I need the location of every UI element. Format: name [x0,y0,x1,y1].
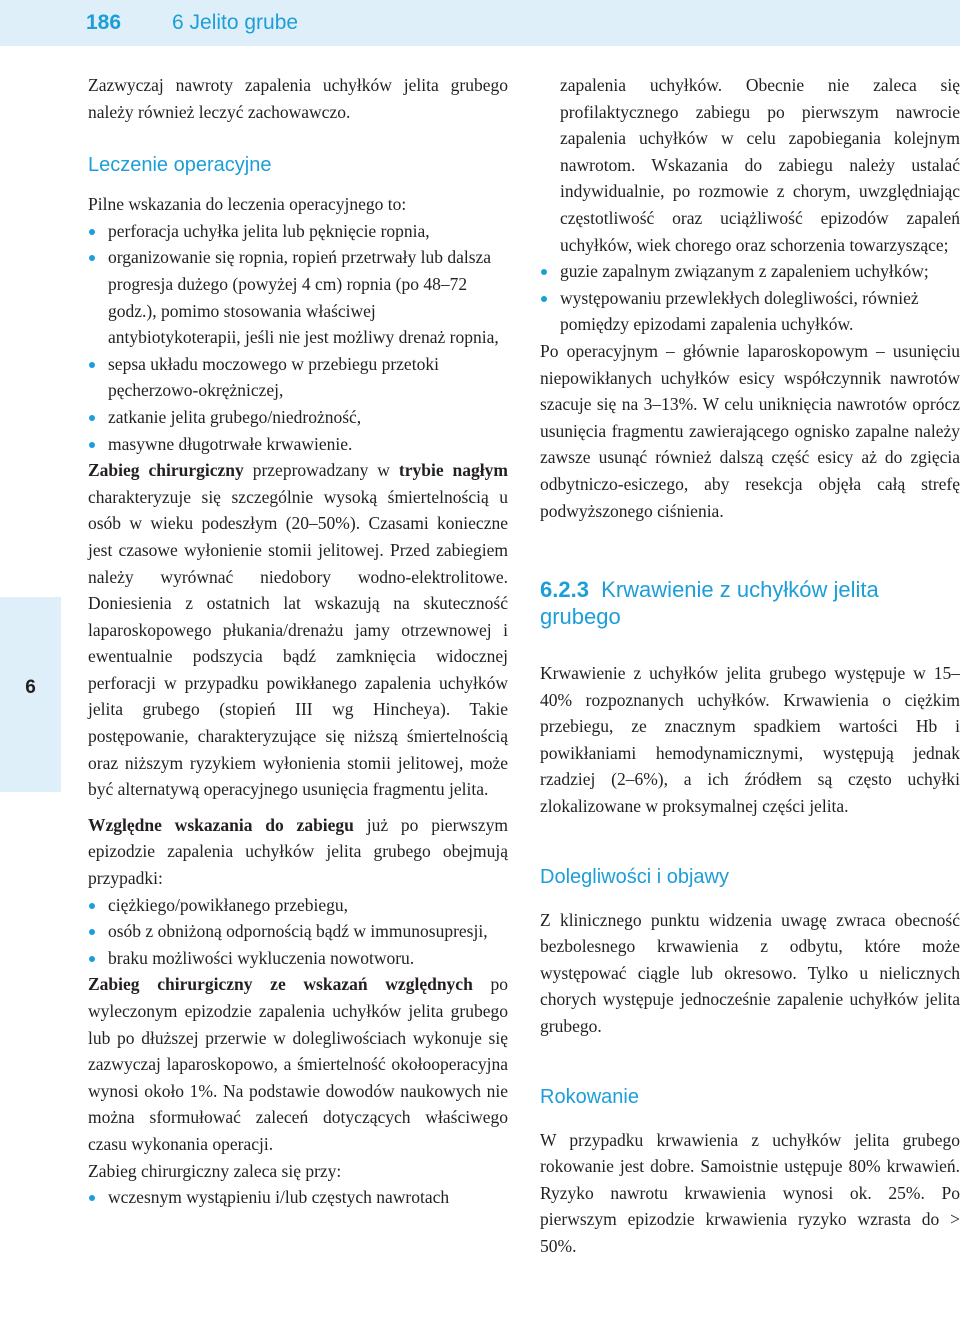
chapter-tab-number: 6 [25,677,36,698]
section-number: 6.2.3 [540,577,589,603]
list-item: organizowanie się ropnia, ropień przetrwały lub dalsza progresja dużego (powyżej 4 cm) ropnia (po 48–72 godz.), pomimo stosowania właściwej antybiotykoterapii, jeśli nie jest możliwy drenaż ropnia, [88,244,508,350]
list-item: występowaniu przewlekłych dolegliwości, również pomiędzy epizodami zapalenia uchyłków. [540,285,960,338]
section-title: Krwawienie z uchyłków jelita grubego [540,577,879,630]
list-item: ciężkiego/powikłanego przebiegu, [88,892,508,919]
list-item: masywne długotrwałe krwawienie. [88,431,508,458]
relative-indications-list [88,892,508,972]
recommend-list [88,1184,508,1211]
page-header [0,0,960,46]
symptoms-paragraph: Z klinicznego punktu widzenia uwagę zwraca obecność bezbolesnego krwawienia z odbytu, które może występować ciągle lub okresowo. Tylko u nielicznych chorych występuje jednocześnie zapalenie uchyłków jelita grubego. [540,909,960,1037]
indications-intro: Pilne wskazania do leczenia operacyjnego to: [88,194,407,215]
intro-paragraph: Zazwyczaj nawroty zapalenia uchyłków jelita grubego należy również leczyć zachowawczo. [88,75,508,122]
postoperative-paragraph: Po operacyjnym – głównie laparoskopowym – usunięciu niepowikłanych uchyłków esicy współczynnik nawrotów szacuje się na 3–13%. W celu uniknięcia nawrotów oprócz usunięcia fragmentu zawierającego ognisko zapalne należy zawsze usunąć również dalszą część esicy aż do zgięcia odbytniczo-esiczego, aby resekcja objęła całą strefę podwyższonego ciśnienia. [540,340,960,521]
left-column [88,72,508,1211]
recommend-intro: Zabieg chirurgiczny zaleca się przy: [88,1160,342,1181]
prognosis-paragraph: W przypadku krwawienia z uchyłków jelita grubego rokowanie jest dobre. Samoistnie ustępuje 80% krwawień. Ryzyko nawrotu krwawienia wynosi ok. 25%. Po pierwszym epizodzie krwawienia ryzyko wzrasta do > 50%. [540,1129,960,1256]
list-item: wczesnym wystąpieniu i/lub częstych nawrotach [88,1184,508,1211]
list-item: guzie zapalnym związanym z zapaleniem uchyłków; [540,258,960,285]
emergency-surgery-paragraph: Zabieg chirurgiczny przeprowadzany w trybie nagłym charakteryzuje się szczególnie wysoką śmiertelnością u osób w wieku podeszłym (20–50%). Czasami konieczne jest czasowe wyłonienie stomii jelitowej. Przed zabiegiem należy wyrównać niedobory wodno-elektrolitowe. Doniesienia z ostatnich lat wskazują na skuteczność laparoskopowego płukania/drenażu jamy otrzewnowej i ewentualnie podszycia bądź zamknięcia widocznej perforacji w przypadku powikłanego zapalenia uchyłków jelita grubego (stopień III wg Hincheya). Takie postępowanie, charakteryzujące się niższą śmiertelnością oraz niższym ryzykiem wyłonienia stomii jelitowej, może być alternatywą operacyjnego usunięcia fragmentu jelita. [88,460,508,800]
heading-symptoms: Dolegliwości i objawy [540,865,729,888]
chapter-tab [0,597,61,792]
relative-indications-paragraph: Względne wskazania do zabiegu już po pierwszym epizodzie zapalenia uchyłków jelita grubego obejmują przypadki: [88,814,508,889]
elective-surgery-paragraph: Zabieg chirurgiczny ze wskazań względnych po wyleczonym epizodzie zapalenia uchyłków jelita grubego lub po dłuższej przerwie w dolegliwościach wykonuje się zazwyczaj laparoskopowo, a śmiertelność okołooperacyjna wynosi około 1%. Na podstawie dowodów naukowych nie można sformułować zaleceń dotyczących właściwego czasu wykonania operacji. [88,974,508,1154]
urgent-indications-list [88,218,508,457]
list-item: sepsa układu moczowego w przebiegu przetoki pęcherzowo-okrężniczej, [88,351,508,404]
right-column [540,72,960,1260]
recommend-list-continued [540,258,960,338]
bleeding-paragraph: Krwawienie z uchyłków jelita grubego występuje w 15–40% rozpoznanych uchyłków. Krwawienia o ciężkim przebiegu, ze znacznym spadkiem wartości Hb i powikłaniami hemodynamicznymi, występują jednak rzadziej (2–6%), a ich źródłem są często uchyłki zlokalizowane w proksymalnej części jelita. [540,663,960,817]
list-item: zatkanie jelita grubego/niedrożność, [88,404,508,431]
heading-prognosis: Rokowanie [540,1085,639,1108]
page-number: 186 [86,11,122,34]
list-item: perforacja uchyłka jelita lub pęknięcie ropnia, [88,218,508,245]
section-heading-bleeding [540,576,960,630]
running-title: 6 Jelito grube [172,11,299,34]
list-item: braku możliwości wykluczenia nowotworu. [88,945,508,972]
list-item: osób z obniżoną odpornością bądź w immunosupresji, [88,918,508,945]
list-item-continuation: zapalenia uchyłków. Obecnie nie zaleca się profilaktycznego zabiegu po pierwszym nawrocie zapalenia uchyłków w celu zapobiegania kolejnym nawrotom. Wskazania do zabiegu należy ustalać indywidualnie, po rozmowie z chorym, uwzględniając częstotliwość oraz uciążliwość epizodów zapaleń uchyłków, wiek chorego oraz schorzenia towarzyszące; [560,75,960,255]
heading-operative-treatment: Leczenie operacyjne [88,154,272,177]
